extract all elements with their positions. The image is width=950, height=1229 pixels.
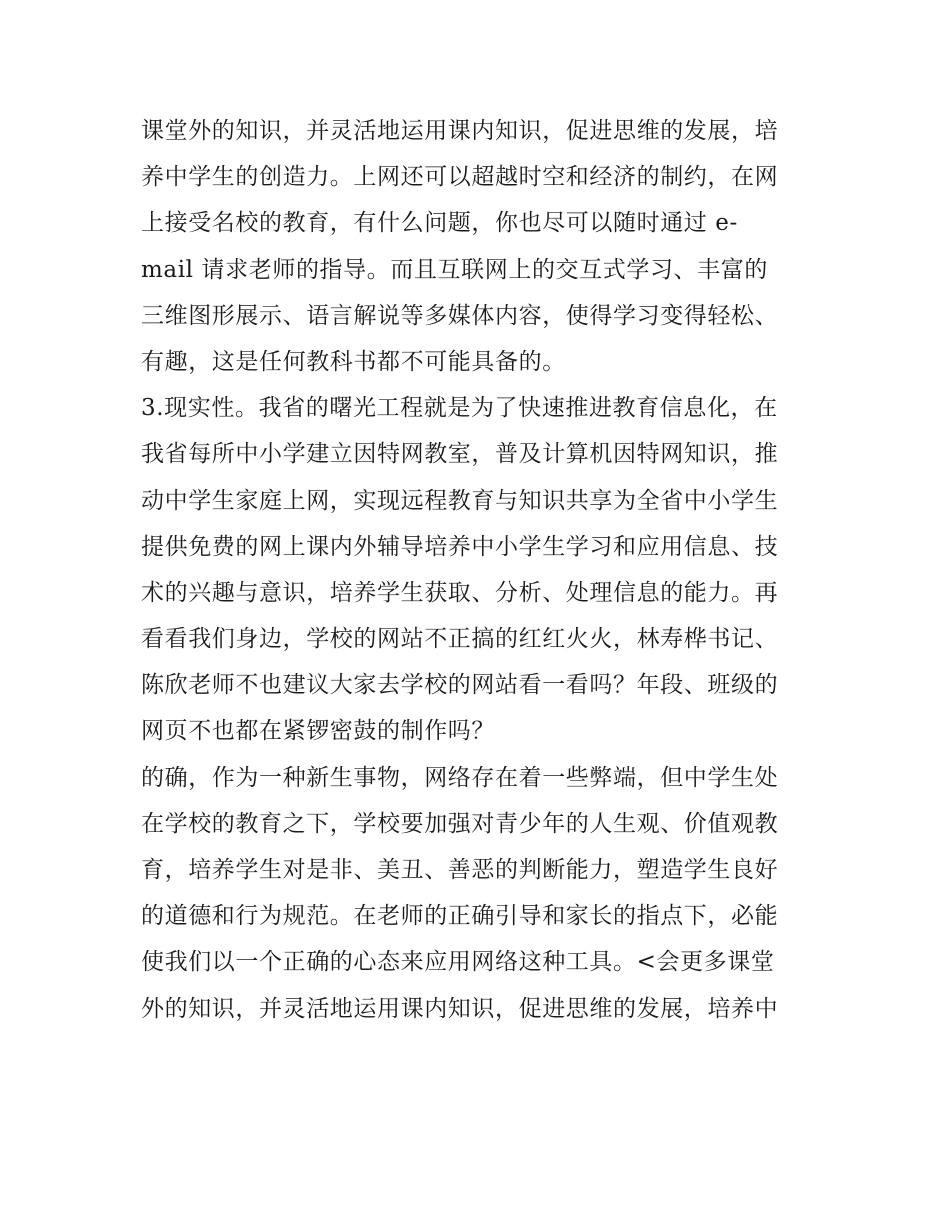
text-line: 外的知识，并灵活地运用课内知识，促进思维的发展，培养中 (141, 995, 779, 1022)
text-line: 有趣，这是任何教科书都不可能具备的。 (141, 348, 566, 375)
text-line: mail 请求老师的指导。而且互联网上的交互式学习、丰富的 (141, 256, 768, 283)
text-line: 养中学生的创造力。上网还可以超越时空和经济的制约，在网 (141, 164, 779, 191)
text-line: 在学校的教育之下，学校要加强对青少年的人生观、价值观教 (141, 810, 779, 837)
text-line: 我省每所中小学建立因特网教室，普及计算机因特网知识，推 (141, 441, 779, 468)
text-line: 的确，作为一种新生事物，网络存在着一些弊端，但中学生处 (141, 764, 779, 791)
text-line: 使我们以一个正确的心态来应用网络这种工具。<会更多课堂 (141, 949, 775, 976)
text-line: 三维图形展示、语言解说等多媒体内容，使得学习变得轻松、 (141, 302, 779, 329)
text-line: 术的兴趣与意识，培养学生获取、分析、处理信息的能力。再 (141, 579, 779, 606)
text-line: 动中学生家庭上网，实现远程教育与知识共享为全省中小学生 (141, 487, 779, 514)
text-line: 上接受名校的教育，有什么问题，你也尽可以随时通过 e- (141, 210, 738, 237)
text-line: 陈欣老师不也建议大家去学校的网站看一看吗？年段、班级的 (141, 672, 779, 699)
text-line: 提供免费的网上课内外辅导培养中小学生学习和应用信息、技 (141, 533, 779, 560)
text-line: 网页不也都在紧锣密鼓的制作吗？ (141, 718, 495, 745)
text-line: 课堂外的知识，并灵活地运用课内知识，促进思维的发展，培 (141, 118, 779, 144)
text-line: 3.现实性。我省的曙光工程就是为了快速推进教育信息化，在 (141, 395, 778, 422)
text-line: 看看我们身边，学校的网站不正搞的红红火火，林寿桦书记、 (141, 626, 779, 653)
body-text (141, 108, 821, 1032)
text-line: 育，培养学生对是非、美丑、善恶的判断能力，塑造学生良好 (141, 857, 779, 883)
text-line: 的道德和行为规范。在老师的正确引导和家长的指点下，必能 (141, 903, 779, 930)
